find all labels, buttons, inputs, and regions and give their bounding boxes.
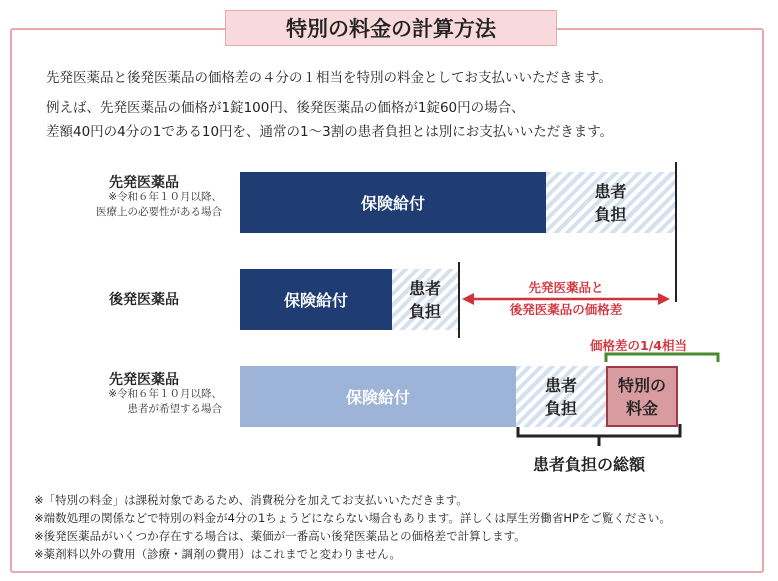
- total-bracket: [518, 424, 680, 446]
- row3-insurance-bar: 保険給付: [240, 366, 516, 427]
- row3-note-1: ※令和６年１０月以降、: [108, 388, 222, 400]
- row1-note-2: 医療上の必要性がある場合: [96, 206, 222, 218]
- row1-insurance-bar: 保険給付: [240, 172, 546, 233]
- special-fee-line1: 特別の: [617, 375, 666, 395]
- special-fee-bar: [606, 366, 678, 427]
- price-difference-label-1: 先発医薬品と: [528, 280, 604, 295]
- row2-insurance-bar: 保険給付: [240, 269, 392, 330]
- total-label: 患者負担の総額: [533, 455, 646, 474]
- footnote-1: ※「特別の料金」は課税対象であるため、消費税分を加えてお支払いいただきます。: [34, 493, 468, 507]
- arrow-head-left: [462, 293, 474, 305]
- footnote-2: ※端数処理の関係などで特別の料金が4分の1ちょうどにならない場合もあります。詳しくは厚生労働省HPをご覧ください。: [34, 511, 671, 525]
- row2-label: 後発医薬品: [109, 292, 179, 308]
- quarter-bracket: [606, 354, 718, 362]
- footnote-3: ※後発医薬品がいくつか存在する場合は、薬価が一番高い後発医薬品との価格差で計算します。: [34, 529, 526, 543]
- row3-patient-line2: 負担: [544, 398, 577, 418]
- special-fee-line2: 料金: [625, 398, 658, 418]
- row1-note-1: ※令和６年１０月以降、: [108, 191, 222, 203]
- quarter-label: 価格差の1/4相当: [590, 338, 687, 353]
- footnote-4: ※薬剤料以外の費用（診療・調剤の費用）はこれまでと変わりません。: [34, 547, 401, 561]
- intro-line-3: 差額40円の4分の1である10円を、通常の1～3割の患者負担とは別にお支払いいただきます。: [46, 124, 614, 140]
- row3-note-2: 患者が希望する場合: [127, 403, 222, 415]
- intro-line-1: 先発医薬品と後発医薬品の価格差の４分の１相当を特別の料金としてお支払いいただきます。: [46, 70, 612, 86]
- row2-patient-line1: 患者: [408, 278, 441, 298]
- arrow-head-right: [658, 293, 670, 305]
- row3-label: 先発医薬品: [109, 372, 179, 388]
- row3-patient-line1: 患者: [544, 375, 577, 395]
- page-title: 特別の料金の計算方法: [225, 10, 557, 46]
- price-difference-label-2: 後発医薬品の価格差: [509, 302, 623, 317]
- row3-patient-bar: [516, 366, 606, 427]
- row2-patient-line2: 負担: [408, 301, 441, 321]
- row1-label: 先発医薬品: [109, 175, 179, 191]
- row1-patient-line1: 患者: [594, 181, 627, 201]
- row1-patient-line2: 負担: [594, 204, 627, 224]
- intro-line-2: 例えば、先発医薬品の価格が1錠100円、後発医薬品の価格が1錠60円の場合、: [46, 100, 525, 116]
